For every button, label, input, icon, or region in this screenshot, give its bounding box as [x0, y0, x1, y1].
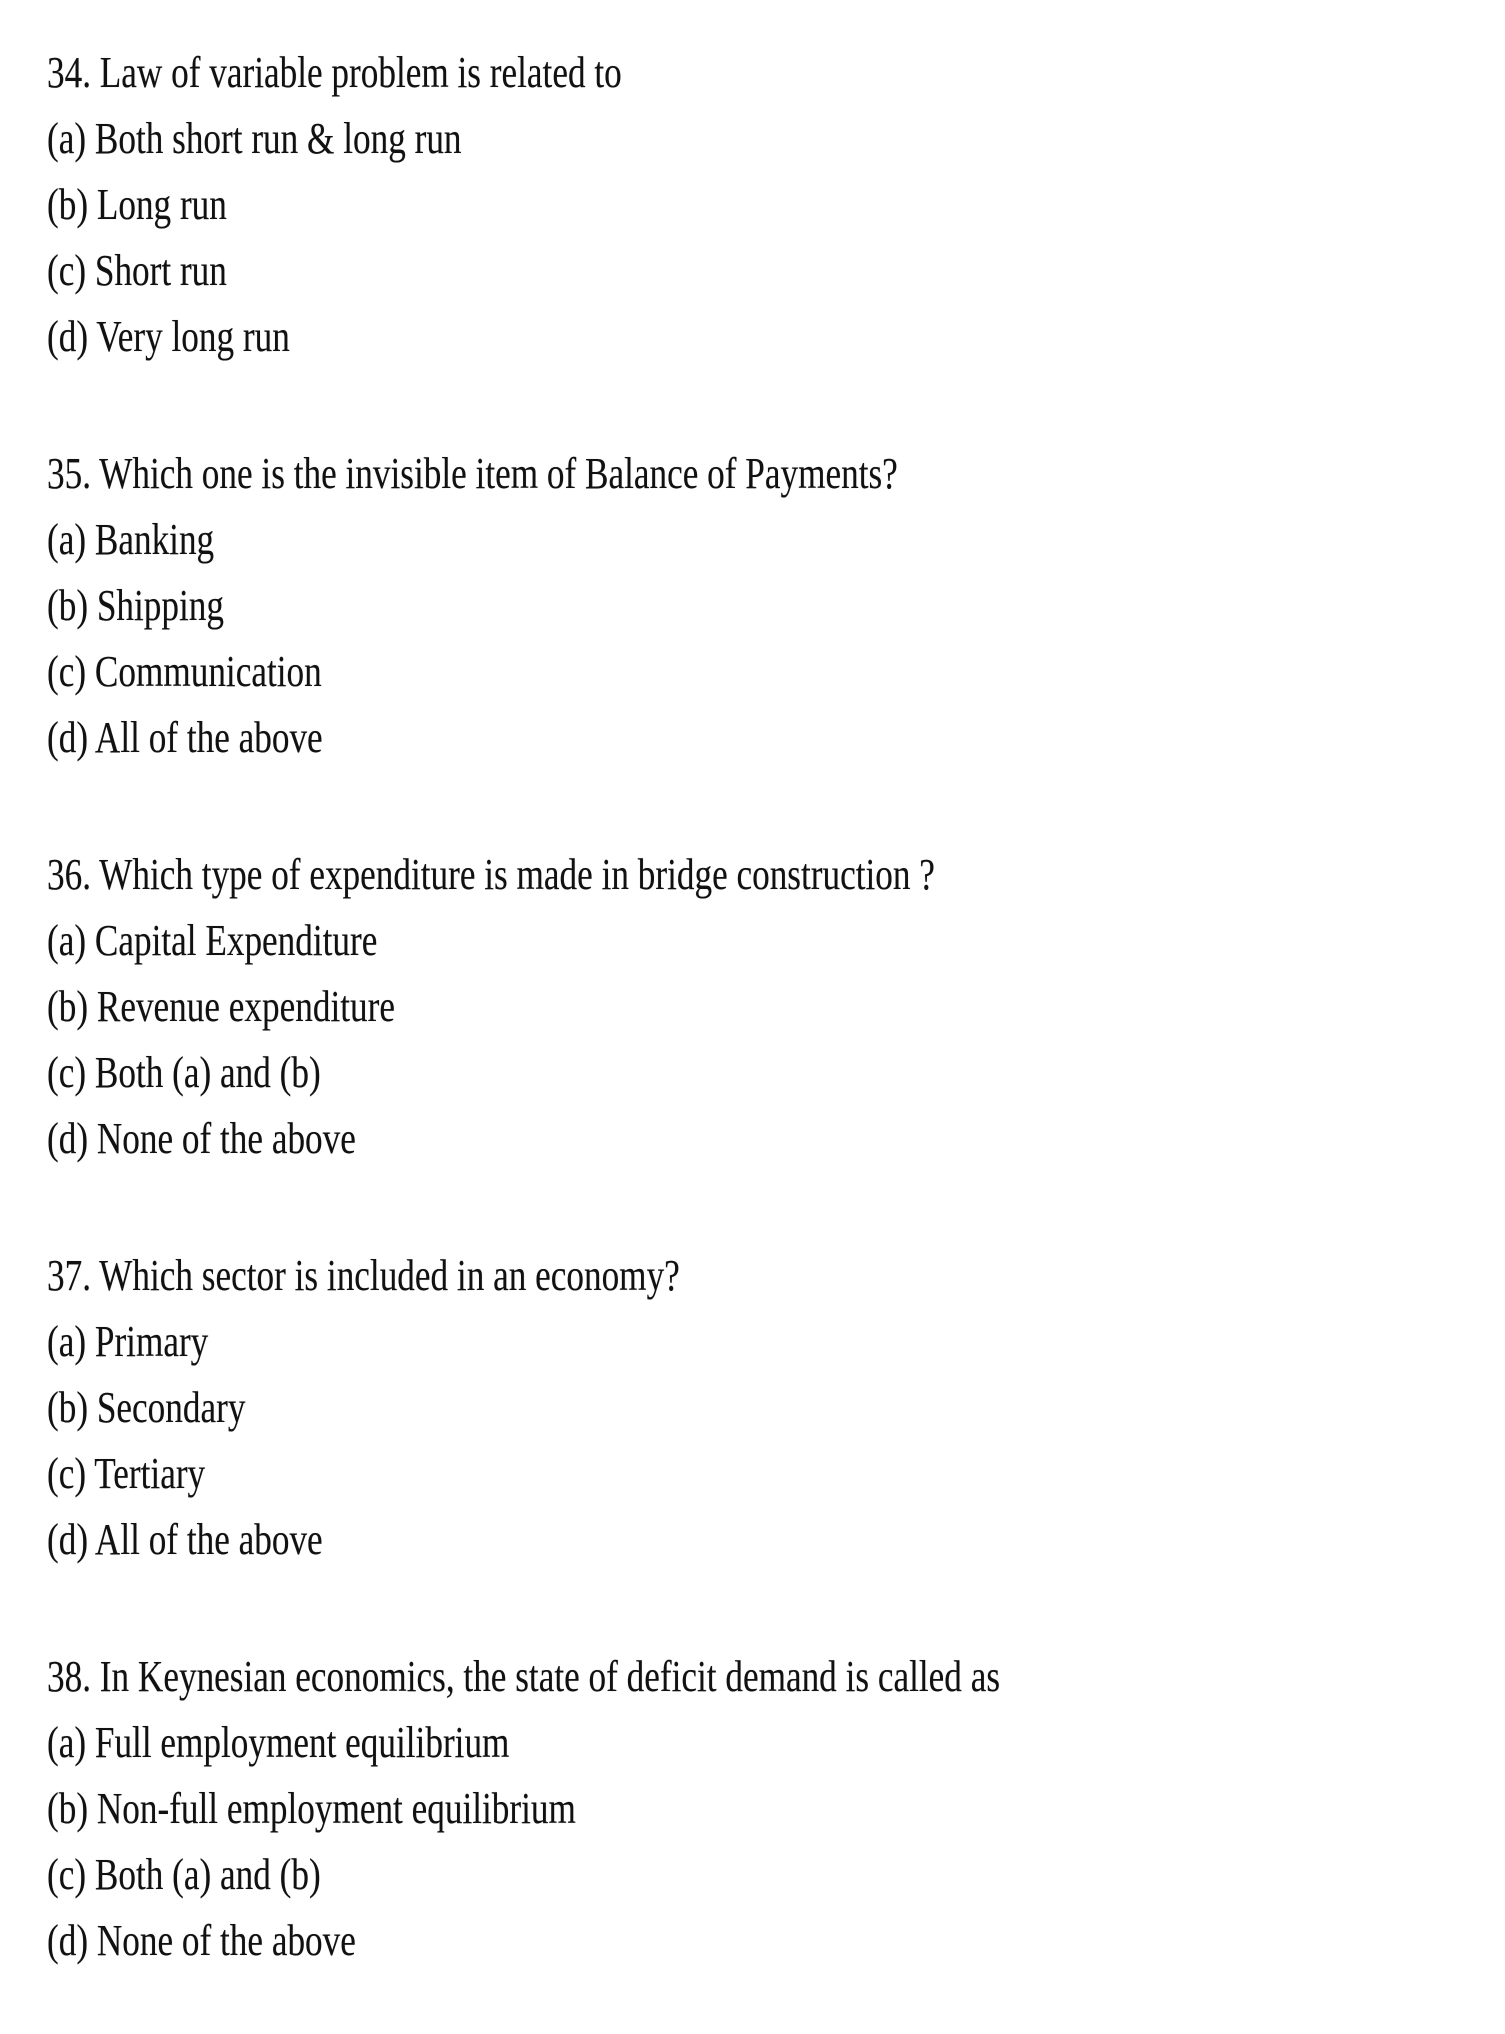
- question-line: [47, 842, 1197, 908]
- option-text: Long run: [96, 180, 227, 229]
- question-line: [47, 1644, 1197, 1710]
- question-line: [47, 40, 1197, 106]
- option-line: [47, 1908, 1197, 1974]
- option-line: [47, 1507, 1197, 1573]
- question-text: Which sector is included in an economy?: [99, 1251, 680, 1300]
- option-label: (a): [47, 515, 87, 564]
- option-text: Full employment equilibrium: [94, 1718, 510, 1767]
- option-line: [47, 172, 1197, 238]
- option-line: [47, 1441, 1197, 1507]
- option-line: [47, 1375, 1197, 1441]
- question-number: 38.: [47, 1652, 91, 1701]
- option-label: (c): [47, 1850, 87, 1899]
- option-line: [47, 974, 1197, 1040]
- option-label: (d): [47, 1515, 89, 1564]
- question-block-36: [47, 842, 1485, 1172]
- option-line: [47, 1710, 1197, 1776]
- question-block-35: [47, 441, 1485, 771]
- question-block-38: [47, 1644, 1485, 1974]
- option-text: Capital Expenditure: [94, 916, 378, 965]
- option-text: Both short run & long run: [94, 114, 462, 163]
- option-line: [47, 908, 1197, 974]
- option-text: All of the above: [94, 713, 323, 762]
- option-label: (b): [47, 180, 89, 229]
- option-line: [47, 304, 1197, 370]
- option-label: (c): [47, 1048, 87, 1097]
- option-label: (d): [47, 1114, 89, 1163]
- question-text: In Keynesian economics, the state of deficit demand is called as: [99, 1652, 1001, 1701]
- option-text: Communication: [94, 647, 322, 696]
- option-text: Shipping: [96, 581, 224, 630]
- question-line: [47, 1243, 1197, 1309]
- question-text: Which one is the invisible item of Balance of Payments?: [99, 449, 898, 498]
- option-text: Both (a) and (b): [94, 1850, 321, 1899]
- question-text: Law of variable problem is related to: [99, 48, 622, 97]
- option-text: Non-full employment equilibrium: [96, 1784, 576, 1833]
- question-text: Which type of expenditure is made in bridge construction ?: [99, 850, 935, 899]
- option-line: [47, 1040, 1197, 1106]
- option-line: [47, 507, 1197, 573]
- question-number: 34.: [47, 48, 91, 97]
- option-line: [47, 1106, 1197, 1172]
- option-line: [47, 106, 1197, 172]
- option-line: [47, 1309, 1197, 1375]
- option-text: All of the above: [94, 1515, 323, 1564]
- option-label: (b): [47, 1383, 89, 1432]
- option-label: (c): [47, 647, 87, 696]
- option-line: [47, 1842, 1197, 1908]
- option-text: Both (a) and (b): [94, 1048, 321, 1097]
- option-line: [47, 1776, 1197, 1842]
- option-line: [47, 639, 1197, 705]
- option-text: None of the above: [96, 1916, 356, 1965]
- option-text: Secondary: [96, 1383, 246, 1432]
- question-number: 35.: [47, 449, 91, 498]
- option-label: (b): [47, 982, 89, 1031]
- option-text: Revenue expenditure: [96, 982, 395, 1031]
- option-label: (a): [47, 114, 87, 163]
- question-number: 36.: [47, 850, 91, 899]
- option-line: [47, 705, 1197, 771]
- question-block-34: [47, 40, 1485, 370]
- question-number: 37.: [47, 1251, 91, 1300]
- option-label: (a): [47, 1718, 87, 1767]
- option-label: (c): [47, 246, 87, 295]
- option-label: (a): [47, 1317, 87, 1366]
- option-text: Tertiary: [94, 1449, 206, 1498]
- option-line: [47, 238, 1197, 304]
- option-text: Primary: [94, 1317, 209, 1366]
- option-label: (d): [47, 713, 89, 762]
- option-line: [47, 573, 1197, 639]
- question-block-37: [47, 1243, 1485, 1573]
- option-label: (d): [47, 1916, 89, 1965]
- option-text: Short run: [94, 246, 227, 295]
- option-label: (b): [47, 1784, 89, 1833]
- option-label: (d): [47, 312, 89, 361]
- option-text: None of the above: [96, 1114, 356, 1163]
- option-label: (b): [47, 581, 89, 630]
- question-line: [47, 441, 1197, 507]
- option-label: (c): [47, 1449, 87, 1498]
- option-text: Banking: [94, 515, 215, 564]
- option-text: Very long run: [96, 312, 290, 361]
- option-label: (a): [47, 916, 87, 965]
